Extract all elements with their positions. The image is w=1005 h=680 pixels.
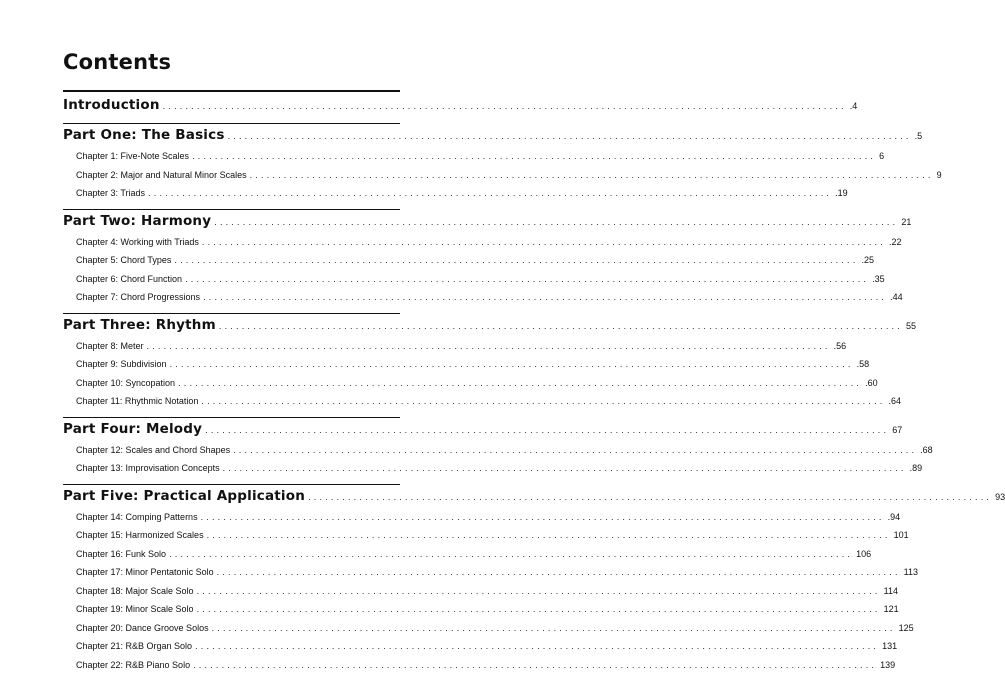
- chapter-page: .64: [888, 396, 901, 406]
- part-page: 67: [892, 424, 903, 435]
- chapter-page: .68: [920, 444, 933, 455]
- toc-part-block: [63, 212, 912, 314]
- chapter-title: Chapter 11: Rhythmic Notation: [76, 396, 199, 406]
- dot-leader: ........................................................................................................................: [178, 377, 863, 388]
- chapter-title: Chapter 8: Meter: [76, 340, 144, 351]
- dot-leader: ........................................................................................................................: [148, 188, 833, 198]
- dot-leader: ........................................................................................................................: [201, 396, 886, 406]
- toc-chapter-entry[interactable]: [63, 585, 898, 605]
- toc-chapter-entry[interactable]: [63, 396, 901, 415]
- chapter-title: Chapter 13: Improvisation Concepts: [76, 463, 220, 473]
- dot-leader: ........................................................................................................................: [214, 216, 899, 227]
- dot-leader: ........................................................................................................................: [200, 511, 885, 522]
- chapter-page: 121: [883, 604, 899, 614]
- toc-chapter-entry[interactable]: [63, 463, 923, 482]
- chapter-title: Chapter 15: Harmonized Scales: [76, 530, 204, 540]
- chapter-page: .60: [865, 377, 878, 388]
- part-page: .5: [914, 131, 923, 141]
- divider-rule: [63, 209, 400, 210]
- dot-leader: ........................................................................................................................: [169, 359, 854, 369]
- dot-leader: ........................................................................................................................: [174, 255, 859, 265]
- toc-part-entry[interactable]: [63, 316, 916, 341]
- chapter-page: 101: [893, 530, 909, 540]
- divider-rule: [63, 123, 400, 124]
- dot-leader: ........................................................................................................................: [216, 567, 901, 577]
- part-title: Part Four: Melody: [63, 420, 203, 437]
- toc-part-entry[interactable]: [63, 487, 1005, 512]
- toc-chapter-entry[interactable]: [63, 377, 878, 397]
- dot-leader: ........................................................................................................................: [162, 101, 847, 111]
- toc-part-entry[interactable]: [63, 212, 912, 237]
- chapter-title: Chapter 10: Syncopation: [76, 377, 176, 388]
- divider-rule: [63, 484, 400, 485]
- toc-part-entry[interactable]: [63, 127, 923, 151]
- chapter-title: Chapter 20: Dance Groove Solos: [76, 622, 209, 633]
- toc-chapter-entry[interactable]: [63, 567, 919, 586]
- dot-leader: ........................................................................................................................: [196, 585, 881, 596]
- toc-chapter-entry[interactable]: [63, 622, 914, 642]
- chapter-page: 131: [882, 641, 898, 651]
- chapter-page: .35: [872, 273, 885, 284]
- toc-chapter-entry[interactable]: [63, 151, 885, 170]
- chapter-page: 125: [898, 622, 914, 633]
- chapter-title: Chapter 7: Chord Progressions: [76, 292, 201, 302]
- part-page: 21: [901, 216, 912, 227]
- table-of-contents: [63, 90, 1005, 680]
- chapter-page: .58: [856, 359, 870, 369]
- chapter-page: 139: [880, 659, 896, 670]
- chapter-page: .44: [890, 292, 903, 302]
- chapter-title: Chapter 18: Major Scale Solo: [76, 585, 194, 596]
- dot-leader: ........................................................................................................................: [203, 292, 888, 302]
- chapter-title: Chapter 19: Minor Scale Solo: [76, 604, 194, 614]
- dot-leader: ........................................................................................................................: [206, 530, 891, 540]
- intro-page: .4: [849, 101, 858, 111]
- dot-leader: ........................................................................................................................: [196, 604, 881, 614]
- toc-chapter-entry[interactable]: [63, 604, 899, 623]
- toc-part-block: [63, 420, 933, 485]
- chapter-page: 9: [936, 169, 942, 180]
- toc-chapter-entry[interactable]: [63, 641, 898, 660]
- chapter-title: Chapter 12: Scales and Chord Shapes: [76, 444, 231, 455]
- chapter-title: Chapter 3: Triads: [76, 188, 146, 198]
- dot-leader: ........................................................................................................................: [218, 320, 903, 331]
- chapter-title: Chapter 6: Chord Function: [76, 273, 183, 284]
- top-rule: [63, 90, 400, 92]
- part-page: 93: [995, 491, 1005, 502]
- chapter-title: Chapter 1: Five-Note Scales: [76, 151, 190, 161]
- chapter-title: Chapter 16: Funk Solo: [76, 548, 167, 559]
- toc-part-block: [63, 487, 1005, 679]
- toc-chapter-entry[interactable]: [63, 273, 885, 293]
- toc-chapter-entry[interactable]: [63, 340, 847, 360]
- intro-title: Introduction: [63, 97, 160, 113]
- toc-part-block: [63, 127, 942, 210]
- toc-chapter-entry[interactable]: [63, 292, 903, 311]
- chapter-page: .89: [909, 463, 923, 473]
- toc-chapter-entry[interactable]: [63, 255, 874, 274]
- dot-leader: ........................................................................................................................: [205, 424, 890, 435]
- toc-part-entry[interactable]: [63, 420, 903, 445]
- dot-leader: ........................................................................................................................: [169, 548, 854, 559]
- part-title: Part Three: Rhythm: [63, 316, 216, 333]
- part-title: Part Two: Harmony: [63, 212, 212, 229]
- chapter-page: 106: [856, 548, 872, 559]
- part-title: Part Five: Practical Application: [63, 487, 306, 504]
- toc-chapter-entry[interactable]: [63, 169, 942, 189]
- chapter-title: Chapter 21: R&B Organ Solo: [76, 641, 193, 651]
- chapter-title: Chapter 2: Major and Natural Minor Scales: [76, 169, 247, 180]
- part-title: Part One: The Basics: [63, 127, 225, 143]
- part-page: 55: [905, 320, 916, 331]
- dot-leader: ........................................................................................................................: [146, 340, 831, 351]
- chapter-title: Chapter 9: Subdivision: [76, 359, 167, 369]
- chapter-title: Chapter 14: Comping Patterns: [76, 511, 198, 522]
- dot-leader: ........................................................................................................................: [195, 641, 880, 651]
- chapter-page: .25: [861, 255, 874, 265]
- dot-leader: ........................................................................................................................: [193, 659, 878, 670]
- chapter-page: .22: [888, 236, 902, 247]
- dot-leader: ........................................................................................................................: [185, 273, 870, 284]
- toc-part-block: [63, 316, 916, 418]
- chapter-title: Chapter 4: Working with Triads: [76, 236, 199, 247]
- parts-list: [63, 127, 1005, 678]
- dot-leader: ........................................................................................................................: [211, 622, 896, 633]
- toc-chapter-entry[interactable]: [63, 444, 933, 464]
- chapter-page: .56: [833, 340, 847, 351]
- page-title: Contents: [63, 50, 172, 74]
- chapter-title: Chapter 5: Chord Types: [76, 255, 172, 265]
- toc-chapter-entry[interactable]: [63, 530, 909, 549]
- dot-leader: ........................................................................................................................: [308, 491, 993, 502]
- divider-rule: [63, 417, 400, 418]
- chapter-page: .94: [887, 511, 901, 522]
- toc-chapter-entry[interactable]: [63, 236, 902, 256]
- dot-leader: ........................................................................................................................: [192, 151, 877, 161]
- dot-leader: ........................................................................................................................: [222, 463, 907, 473]
- toc-intro[interactable]: [63, 97, 858, 121]
- toc-chapter-entry[interactable]: [63, 359, 870, 378]
- dot-leader: ........................................................................................................................: [249, 169, 934, 180]
- dot-leader: ........................................................................................................................: [227, 131, 912, 141]
- chapter-page: 114: [883, 585, 898, 596]
- toc-chapter-entry[interactable]: [63, 659, 896, 679]
- chapter-page: 6: [879, 151, 885, 161]
- chapter-page: 113: [903, 567, 919, 577]
- chapter-title: Chapter 17: Minor Pentatonic Solo: [76, 567, 214, 577]
- chapter-title: Chapter 22: R&B Piano Solo: [76, 659, 191, 670]
- dot-leader: ........................................................................................................................: [233, 444, 918, 455]
- toc-chapter-entry[interactable]: [63, 548, 872, 568]
- chapter-page: .19: [835, 188, 848, 198]
- divider-rule: [63, 313, 400, 314]
- toc-chapter-entry[interactable]: [63, 188, 848, 207]
- dot-leader: ........................................................................................................................: [201, 236, 886, 247]
- toc-chapter-entry[interactable]: [63, 511, 901, 531]
